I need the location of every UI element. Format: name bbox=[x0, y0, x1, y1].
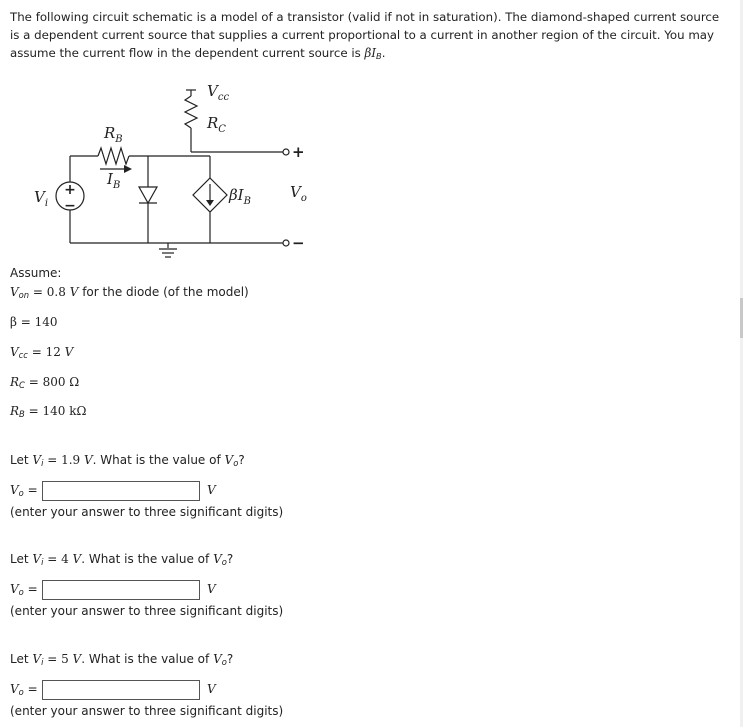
question-3: Let $V_i = 5$ V. What is the value of $V_o$? bbox=[10, 652, 234, 668]
plus-terminal-label: + bbox=[292, 143, 305, 161]
assume-heading: Assume: bbox=[10, 266, 62, 280]
assume-vcc: $V_{cc} = 12$ V bbox=[10, 345, 74, 361]
vi-source-minus: − bbox=[64, 198, 76, 214]
vo-answer-input-3[interactable] bbox=[42, 680, 200, 700]
answer-label-2: $V_o$ = bbox=[10, 582, 38, 598]
hint-text-1: (enter your answer to three significant digits) bbox=[10, 505, 284, 519]
answer-label-3: $V_o$ = bbox=[10, 682, 38, 698]
answer-unit-1: V bbox=[207, 483, 216, 497]
ib-label: $I_B$ bbox=[107, 170, 121, 191]
answer-unit-2: V bbox=[207, 582, 216, 596]
vi-label: $V_i$ bbox=[34, 188, 49, 209]
question-2: Let $V_i = 4$ V. What is the value of $V_o$? bbox=[10, 552, 234, 568]
hint-text-3: (enter your answer to three significant digits) bbox=[10, 704, 284, 718]
hint-text-2: (enter your answer to three significant digits) bbox=[10, 604, 284, 618]
vo-answer-input-2[interactable] bbox=[42, 580, 200, 600]
circuit-schematic bbox=[0, 76, 340, 262]
intro-expression: βI bbox=[364, 46, 377, 60]
rc-resistor bbox=[185, 96, 197, 128]
right-arrow-icon bbox=[124, 165, 132, 173]
rc-label: $R_C$ bbox=[207, 114, 226, 135]
assume-von: $V_{on} = 0.8$ V for the diode (of the model) bbox=[10, 285, 249, 301]
question-1: Let $V_i = 1.9$ V. What is the value of $V_o$? bbox=[10, 453, 245, 469]
vcc-label: $V_{cc}$ bbox=[207, 82, 230, 103]
rb-label: $R_B$ bbox=[104, 124, 123, 145]
assume-rb: $R_B = 140$ kΩ bbox=[10, 404, 87, 420]
vo-label: $V_o$ bbox=[290, 183, 307, 204]
intro-text: The following circuit schematic is a model of a transistor (valid if not in saturation). The diamond-shaped current source is a dependent current source that supplies a current proportional to a current in another region of the circuit. You may assume the current flow in the dependent current source is $\beta I_B$. bbox=[10, 10, 720, 62]
vi-source-plus: + bbox=[64, 182, 76, 198]
rb-resistor bbox=[98, 148, 129, 164]
minus-terminal-label: − bbox=[292, 234, 305, 252]
beta-ib-label: $\beta I_B$ bbox=[229, 186, 251, 207]
output-plus-terminal bbox=[283, 149, 289, 155]
diode-icon bbox=[139, 187, 157, 203]
assume-beta: β = 140 bbox=[10, 315, 58, 329]
assume-rc: $R_C = 800$ Ω bbox=[10, 375, 80, 391]
output-minus-terminal bbox=[283, 240, 289, 246]
answer-label-1: $V_o$ = bbox=[10, 483, 38, 499]
vo-answer-input-1[interactable] bbox=[42, 481, 200, 501]
answer-unit-3: V bbox=[207, 682, 216, 696]
